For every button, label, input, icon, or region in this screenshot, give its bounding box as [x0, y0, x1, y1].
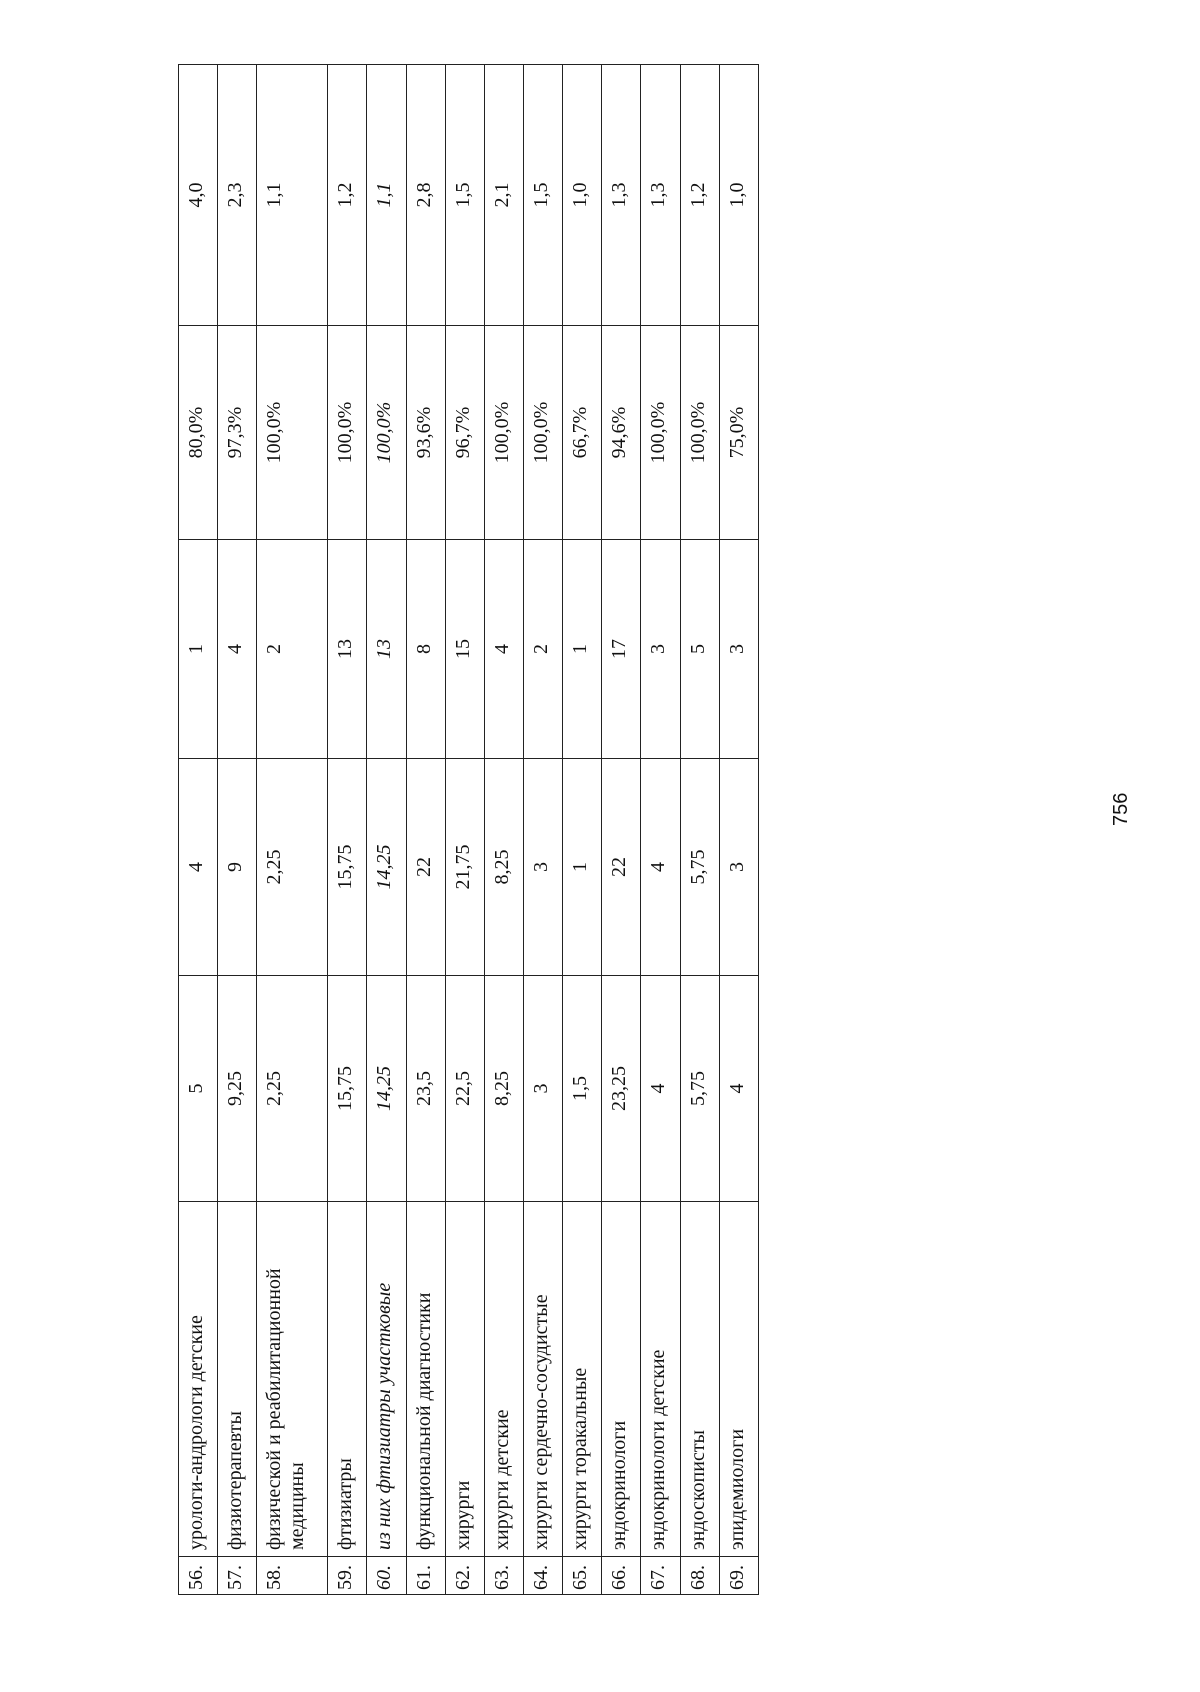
value-col-3: 1	[563, 540, 602, 759]
value-col-4: 100,0%	[484, 326, 523, 540]
value-col-1: 15,75	[328, 976, 367, 1202]
value-col-2: 9	[218, 759, 257, 976]
value-col-1: 23,25	[602, 976, 641, 1202]
specialty-name: хирурги	[445, 1202, 484, 1557]
specialty-name: хирурги сердечно-сосудистые	[523, 1202, 562, 1557]
value-col-2: 4	[641, 759, 680, 976]
table-row	[719, 65, 758, 1595]
value-col-1: 14,25	[367, 976, 406, 1202]
row-number: 62.	[445, 1557, 484, 1595]
value-col-3: 4	[484, 540, 523, 759]
value-col-4: 100,0%	[328, 326, 367, 540]
value-col-3: 4	[218, 540, 257, 759]
value-col-2: 22	[602, 759, 641, 976]
value-col-4: 100,0%	[523, 326, 562, 540]
specialty-name: хирурги детские	[484, 1202, 523, 1557]
value-col-3: 15	[445, 540, 484, 759]
value-col-3: 8	[406, 540, 445, 759]
specialty-name: эндоскописты	[680, 1202, 719, 1557]
row-number: 66.	[602, 1557, 641, 1595]
page-number: 756	[1110, 792, 1132, 826]
value-col-5: 1,1	[367, 65, 406, 326]
table-row	[367, 65, 406, 1595]
value-col-3: 2	[523, 540, 562, 759]
value-col-5: 1,0	[719, 65, 758, 326]
value-col-1: 5	[179, 976, 218, 1202]
specialty-name: эпидемиологи	[719, 1202, 758, 1557]
value-col-4: 80,0%	[179, 326, 218, 540]
value-col-2: 5,75	[680, 759, 719, 976]
value-col-1: 1,5	[563, 976, 602, 1202]
table-row	[257, 65, 328, 1595]
value-col-4: 75,0%	[719, 326, 758, 540]
table-row	[179, 65, 218, 1595]
value-col-1: 3	[523, 976, 562, 1202]
value-col-2: 8,25	[484, 759, 523, 976]
value-col-2: 1	[563, 759, 602, 976]
value-col-2: 14,25	[367, 759, 406, 976]
value-col-5: 4,0	[179, 65, 218, 326]
table-row	[680, 65, 719, 1595]
specialty-name: физиотерапевты	[218, 1202, 257, 1557]
value-col-2: 22	[406, 759, 445, 976]
value-col-4: 97,3%	[218, 326, 257, 540]
value-col-4: 100,0%	[641, 326, 680, 540]
value-col-5: 1,2	[328, 65, 367, 326]
value-col-1: 4	[719, 976, 758, 1202]
specialty-name: хирурги торакальные	[563, 1202, 602, 1557]
table-row	[484, 65, 523, 1595]
specialty-name: эндокринологи детские	[641, 1202, 680, 1557]
value-col-5: 1,5	[445, 65, 484, 326]
value-col-4: 100,0%	[680, 326, 719, 540]
value-col-5: 1,5	[523, 65, 562, 326]
value-col-5: 2,3	[218, 65, 257, 326]
specialty-name: из них фтизиатры участковые	[367, 1202, 406, 1557]
row-number: 67.	[641, 1557, 680, 1595]
value-col-3: 17	[602, 540, 641, 759]
row-number: 64.	[523, 1557, 562, 1595]
specialty-name: урологи-андрологи детские	[179, 1202, 218, 1557]
table-row	[218, 65, 257, 1595]
value-col-1: 4	[641, 976, 680, 1202]
value-col-4: 100,0%	[257, 326, 328, 540]
value-col-2: 3	[523, 759, 562, 976]
row-number: 68.	[680, 1557, 719, 1595]
value-col-3: 5	[680, 540, 719, 759]
value-col-3: 3	[641, 540, 680, 759]
value-col-1: 23,5	[406, 976, 445, 1202]
row-number: 69.	[719, 1557, 758, 1595]
value-col-4: 66,7%	[563, 326, 602, 540]
row-number: 65.	[563, 1557, 602, 1595]
value-col-4: 94,6%	[602, 326, 641, 540]
table-row	[445, 65, 484, 1595]
value-col-1: 5,75	[680, 976, 719, 1202]
value-col-5: 1,0	[563, 65, 602, 326]
value-col-3: 2	[257, 540, 328, 759]
table-row	[328, 65, 367, 1595]
specialty-name: функциональной диагностики	[406, 1202, 445, 1557]
value-col-5: 2,1	[484, 65, 523, 326]
specialty-name: эндокринологи	[602, 1202, 641, 1557]
value-col-2: 3	[719, 759, 758, 976]
table-row	[406, 65, 445, 1595]
value-col-1: 9,25	[218, 976, 257, 1202]
table-row	[602, 65, 641, 1595]
specialty-name: фтизиатры	[328, 1202, 367, 1557]
staffing-table-container	[178, 65, 759, 1595]
row-number: 60.	[367, 1557, 406, 1595]
value-col-2: 2,25	[257, 759, 328, 976]
table-row	[523, 65, 562, 1595]
value-col-2: 21,75	[445, 759, 484, 976]
value-col-3: 13	[328, 540, 367, 759]
value-col-1: 2,25	[257, 976, 328, 1202]
row-number: 61.	[406, 1557, 445, 1595]
value-col-2: 4	[179, 759, 218, 976]
row-number: 57.	[218, 1557, 257, 1595]
value-col-5: 2,8	[406, 65, 445, 326]
specialty-name: физической и реабилитационной медицины	[257, 1202, 328, 1557]
value-col-1: 22,5	[445, 976, 484, 1202]
value-col-5: 1,3	[641, 65, 680, 326]
staffing-table	[178, 64, 759, 1595]
row-number: 63.	[484, 1557, 523, 1595]
table-row	[563, 65, 602, 1595]
value-col-5: 1,3	[602, 65, 641, 326]
value-col-3: 3	[719, 540, 758, 759]
value-col-4: 93,6%	[406, 326, 445, 540]
staffing-table-rotated	[178, 65, 759, 1595]
value-col-2: 15,75	[328, 759, 367, 976]
table-row	[641, 65, 680, 1595]
table-body	[179, 65, 759, 1595]
value-col-5: 1,1	[257, 65, 328, 326]
value-col-5: 1,2	[680, 65, 719, 326]
value-col-4: 96,7%	[445, 326, 484, 540]
value-col-3: 1	[179, 540, 218, 759]
value-col-4: 100,0%	[367, 326, 406, 540]
value-col-1: 8,25	[484, 976, 523, 1202]
row-number: 59.	[328, 1557, 367, 1595]
row-number: 58.	[257, 1557, 328, 1595]
row-number: 56.	[179, 1557, 218, 1595]
value-col-3: 13	[367, 540, 406, 759]
